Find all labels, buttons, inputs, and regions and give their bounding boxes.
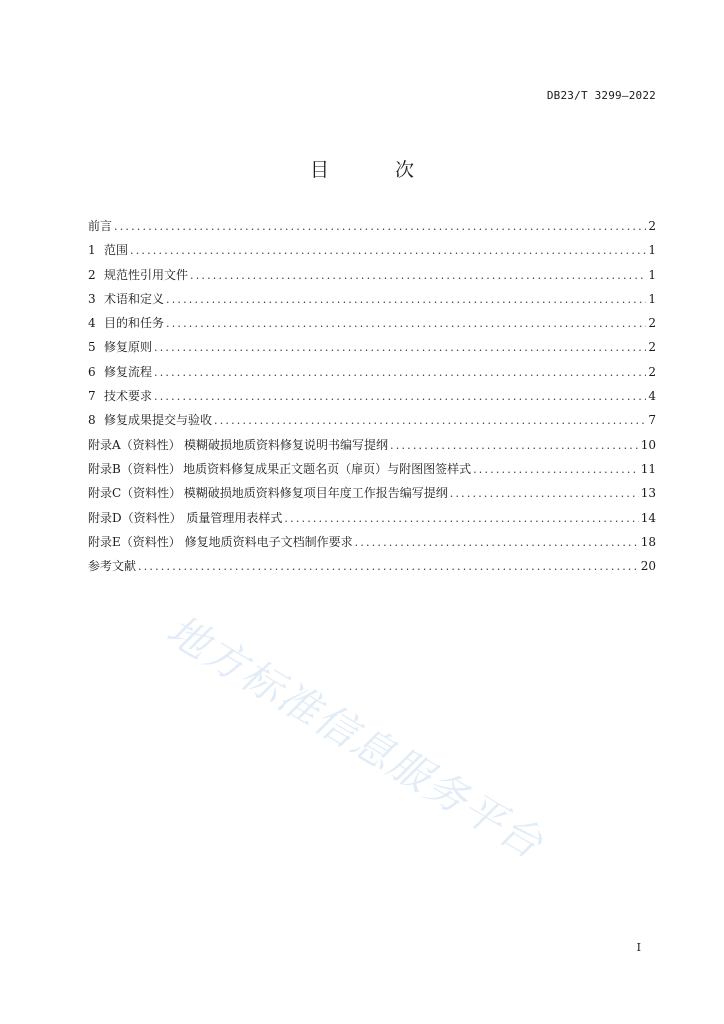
table-of-contents	[88, 218, 656, 582]
toc-entry-page: 2	[648, 340, 656, 355]
toc-entry-label: 技术要求	[104, 389, 153, 404]
toc-entry-annex-e[interactable]	[88, 534, 656, 558]
toc-leader-dots	[355, 535, 639, 551]
toc-entry-number: 5	[88, 340, 96, 355]
toc-entry-page: 1	[648, 291, 656, 306]
toc-entry-label: 质量管理用表样式	[186, 510, 283, 525]
toc-entry-bibliography[interactable]	[88, 558, 656, 582]
toc-entry-purpose-tasks[interactable]	[88, 315, 656, 339]
toc-entry-label: 地质资料修复成果正文题名页（扉页）与附图图签样式	[183, 461, 472, 476]
toc-leader-dots	[166, 316, 646, 332]
toc-entry-label: 修复流程	[104, 364, 153, 379]
toc-entry-label: 术语和定义	[104, 291, 165, 306]
toc-entry-page: 18	[640, 534, 656, 549]
toc-entry-number: 3	[88, 291, 96, 306]
toc-entry-submission-acceptance[interactable]	[88, 412, 656, 436]
toc-entry-scope[interactable]	[88, 242, 656, 266]
toc-leader-dots	[214, 413, 646, 429]
toc-entry-label: 模糊破损地质资料修复说明书编写提纲	[184, 437, 389, 452]
toc-entry-label: 范围	[104, 243, 129, 258]
toc-leader-dots	[154, 389, 646, 405]
toc-entry-terms-definitions[interactable]	[88, 291, 656, 315]
toc-leader-dots	[390, 438, 639, 454]
toc-entry-label: 修复原则	[104, 340, 153, 355]
toc-entry-number: 6	[88, 364, 96, 379]
toc-leader-dots	[114, 219, 646, 235]
toc-entry-label: 参考文献	[88, 559, 137, 574]
toc-leader-dots	[154, 340, 646, 356]
toc-entry-number: 2	[88, 267, 96, 282]
toc-entry-page: 20	[640, 559, 656, 574]
toc-entry-page: 7	[648, 413, 656, 428]
toc-entry-foreword[interactable]	[88, 218, 656, 242]
toc-entry-annex-c[interactable]	[88, 485, 656, 509]
toc-entry-number: 7	[88, 389, 96, 404]
toc-entry-page: 2	[648, 219, 656, 233]
toc-leader-dots	[473, 462, 639, 478]
toc-entry-annex-d[interactable]	[88, 510, 656, 534]
toc-entry-page: 10	[640, 437, 656, 452]
toc-entry-process[interactable]	[88, 364, 656, 388]
toc-leader-dots	[450, 486, 639, 502]
toc-entry-principles[interactable]	[88, 339, 656, 363]
toc-entry-label: 修复成果提交与验收	[104, 413, 213, 428]
toc-entry-page: 11	[640, 461, 656, 476]
toc-entry-page: 2	[648, 316, 656, 331]
toc-leader-dots	[284, 511, 638, 527]
toc-entry-annex-b[interactable]	[88, 461, 656, 485]
toc-leader-dots	[130, 243, 646, 259]
toc-entry-normative-references[interactable]	[88, 267, 656, 291]
watermark: 地方标准信息服务平台	[158, 605, 552, 869]
toc-title: 目 次	[309, 159, 445, 181]
toc-entry-label: 前言	[88, 219, 113, 233]
toc-annex-prefix: 附录B（资料性）	[88, 461, 181, 476]
document-code: DB23/T 3299—2022	[546, 89, 656, 102]
toc-entry-page: 13	[640, 486, 656, 501]
toc-annex-prefix: 附录A（资料性）	[88, 437, 181, 452]
toc-entry-number: 4	[88, 316, 96, 331]
toc-entry-number: 1	[88, 243, 96, 258]
toc-entry-label: 规范性引用文件	[104, 267, 189, 282]
toc-entry-page: 1	[648, 243, 656, 258]
toc-annex-prefix: 附录C（资料性）	[88, 486, 182, 501]
toc-entry-technical-requirements[interactable]	[88, 388, 656, 412]
toc-entry-number: 8	[88, 413, 96, 428]
toc-leader-dots	[154, 365, 646, 381]
toc-leader-dots	[138, 559, 639, 575]
toc-leader-dots	[190, 268, 646, 284]
toc-entry-label: 修复地质资料电子文档制作要求	[184, 534, 353, 549]
toc-entry-label: 目的和任务	[104, 316, 165, 331]
toc-annex-prefix: 附录E（资料性）	[88, 534, 181, 549]
page-number: I	[636, 941, 641, 954]
toc-leader-dots	[166, 292, 646, 308]
toc-entry-label: 模糊破损地质资料修复项目年度工作报告编写提纲	[183, 486, 448, 501]
toc-entry-page: 2	[648, 364, 656, 379]
toc-entry-page: 1	[648, 267, 656, 282]
toc-entry-page: 14	[640, 510, 656, 525]
toc-annex-prefix: 附录D（资料性）	[88, 510, 182, 525]
toc-entry-annex-a[interactable]	[88, 437, 656, 461]
toc-entry-page: 4	[648, 389, 656, 404]
